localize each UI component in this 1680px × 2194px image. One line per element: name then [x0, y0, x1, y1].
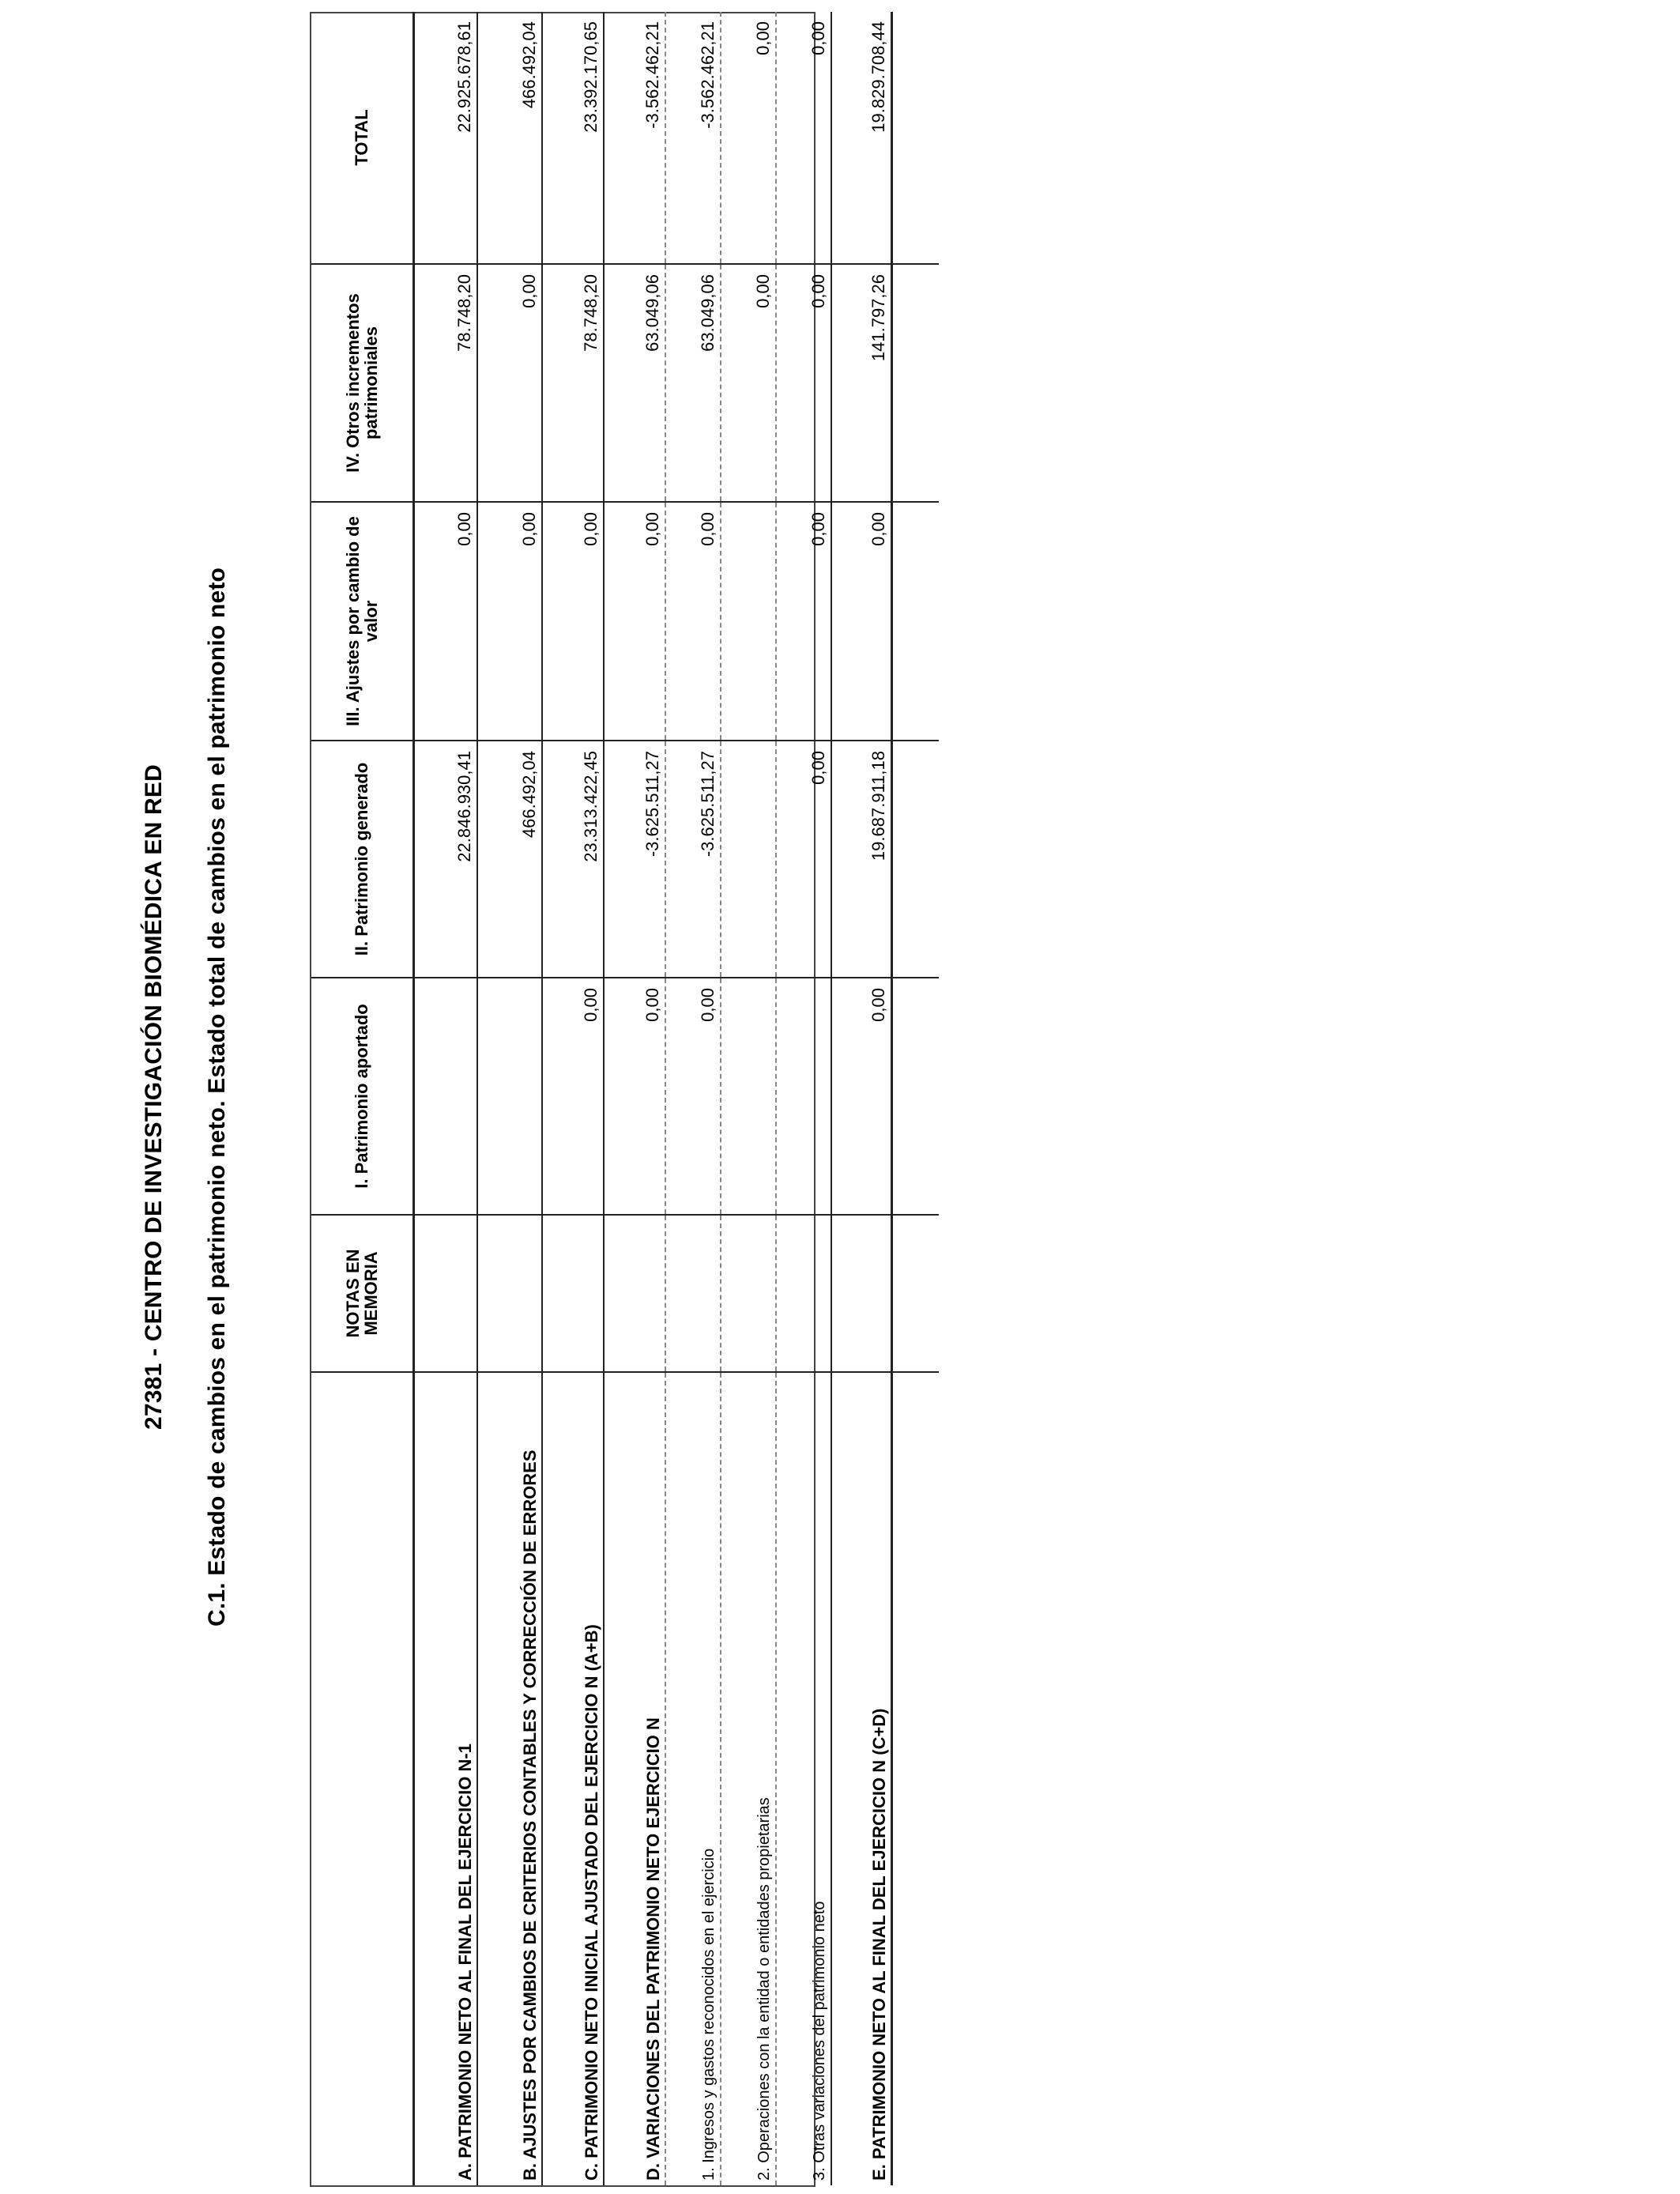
row-label: C. PATRIMONIO NETO INICIAL AJUSTADO DEL EJERCICIO N (A+B)	[542, 1372, 604, 2185]
table-row	[542, 12, 604, 2185]
header-otros: IV. Otros incrementos patrimoniales	[311, 264, 414, 502]
equity-changes-table	[311, 12, 939, 2185]
cell-generado: 466.492,04	[477, 741, 542, 978]
cell-notas	[604, 1215, 665, 1372]
table-row	[776, 12, 831, 2185]
header-concept	[311, 1372, 414, 2185]
table-row	[831, 12, 892, 2185]
cell-ajustes: 0,00	[542, 502, 604, 741]
cell-otros: 78.748,20	[542, 264, 604, 502]
cell-ajustes: 0,00	[665, 502, 721, 741]
cell-notas	[776, 1215, 831, 1372]
cell-total: 0,00	[721, 12, 776, 264]
cell-generado: 19.687.911,18	[831, 741, 892, 978]
cell-otros: 63.049,06	[604, 264, 665, 502]
cell-aportado: 0,00	[604, 978, 665, 1215]
cell-ajustes	[721, 502, 776, 741]
row-label: 3. Otras variaciones del patrimonio neto	[776, 1372, 831, 2185]
table-row	[721, 12, 776, 2185]
table-row	[665, 12, 721, 2185]
spacer-cell	[892, 1215, 940, 1372]
cell-aportado	[477, 978, 542, 1215]
cell-total: 19.829.708,44	[831, 12, 892, 264]
cell-aportado: 0,00	[665, 978, 721, 1215]
cell-aportado	[414, 978, 478, 1215]
cell-otros: 141.797,26	[831, 264, 892, 502]
cell-generado: 0,00	[776, 741, 831, 978]
cell-total: 23.392.170,65	[542, 12, 604, 264]
cell-generado: 22.846.930,41	[414, 741, 478, 978]
header-aportado: I. Patrimonio aportado	[311, 978, 414, 1215]
cell-notas	[665, 1215, 721, 1372]
cell-notas	[414, 1215, 478, 1372]
cell-notas	[831, 1215, 892, 1372]
cell-otros: 0,00	[721, 264, 776, 502]
cell-total: -3.562.462,21	[604, 12, 665, 264]
entity-title: 27381 - CENTRO DE INVESTIGACIÓN BIOMÉDICA EN RED	[141, 764, 167, 1430]
row-label: 2. Operaciones con la entidad o entidades propietarias	[721, 1372, 776, 2185]
cell-generado: -3.625.511,27	[604, 741, 665, 978]
cell-ajustes: 0,00	[831, 502, 892, 741]
cell-aportado: 0,00	[831, 978, 892, 1215]
cell-total: 0,00	[776, 12, 831, 264]
cell-otros: 0,00	[776, 264, 831, 502]
cell-aportado	[776, 978, 831, 1215]
cell-ajustes: 0,00	[414, 502, 478, 741]
cell-generado	[721, 741, 776, 978]
cell-notas	[477, 1215, 542, 1372]
cell-total: 22.925.678,61	[414, 12, 478, 264]
cell-ajustes: 0,00	[477, 502, 542, 741]
row-label: 1. Ingresos y gastos reconocidos en el ejercicio	[665, 1372, 721, 2185]
cell-notas	[542, 1215, 604, 1372]
table-spacer-row	[892, 12, 940, 2185]
header-total: TOTAL	[311, 12, 414, 264]
cell-otros: 0,00	[477, 264, 542, 502]
spacer-cell	[892, 502, 940, 741]
cell-ajustes: 0,00	[776, 502, 831, 741]
cell-ajustes: 0,00	[604, 502, 665, 741]
row-label: D. VARIACIONES DEL PATRIMONIO NETO EJERCICIO N	[604, 1372, 665, 2185]
spacer-cell	[892, 741, 940, 978]
spacer-cell	[892, 978, 940, 1215]
cell-aportado: 0,00	[542, 978, 604, 1215]
cell-total: -3.562.462,21	[665, 12, 721, 264]
cell-generado: 23.313.422,45	[542, 741, 604, 978]
cell-generado: -3.625.511,27	[665, 741, 721, 978]
report-title: C.1. Estado de cambios en el patrimonio neto. Estado total de cambios en el patrimonio neto	[204, 567, 230, 1627]
header-ajustes: III. Ajustes por cambio de valor	[311, 502, 414, 741]
cell-notas	[721, 1215, 776, 1372]
row-label: A. PATRIMONIO NETO AL FINAL DEL EJERCICIO N-1	[414, 1372, 478, 2185]
table-row	[414, 12, 478, 2185]
header-notas: NOTAS EN MEMORIA	[311, 1215, 414, 1372]
cell-aportado	[721, 978, 776, 1215]
cell-otros: 78.748,20	[414, 264, 478, 502]
spacer-cell	[892, 1372, 940, 2185]
spacer-cell	[892, 264, 940, 502]
header-row	[311, 12, 414, 2185]
cell-otros: 63.049,06	[665, 264, 721, 502]
table-row	[604, 12, 665, 2185]
cell-total: 466.492,04	[477, 12, 542, 264]
header-generado: II. Patrimonio generado	[311, 741, 414, 978]
row-label: B. AJUSTES POR CAMBIOS DE CRITERIOS CONTABLES Y CORRECCIÓN DE ERRORES	[477, 1372, 542, 2185]
table-row	[477, 12, 542, 2185]
spacer-cell	[892, 12, 940, 264]
row-label: E. PATRIMONIO NETO AL FINAL DEL EJERCICIO N (C+D)	[831, 1372, 892, 2185]
